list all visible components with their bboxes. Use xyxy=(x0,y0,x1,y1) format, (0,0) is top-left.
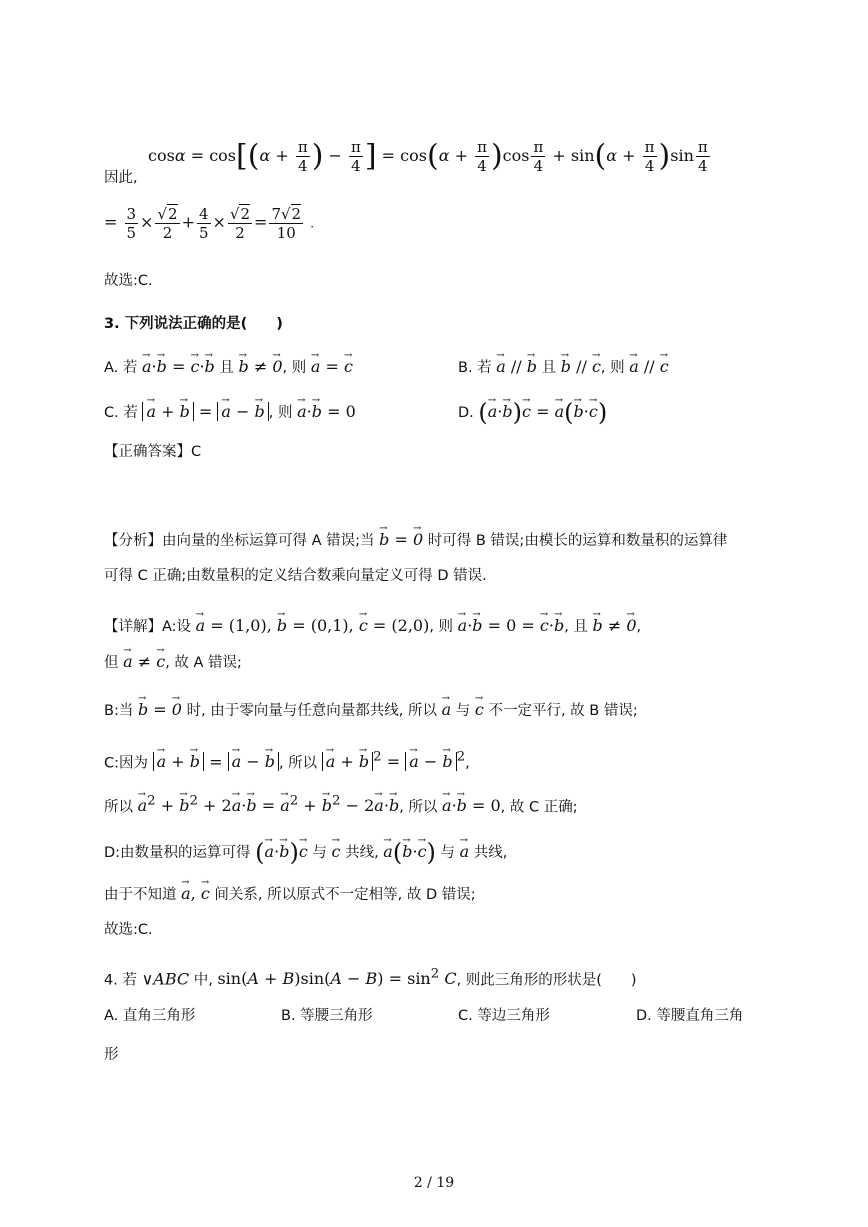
question-3-option-c: C. 若 → a + → b = → a − → b , 则 → a·→ b = 0 xyxy=(104,402,356,423)
question-4-option-b: B. 等腰三角形 xyxy=(281,1008,373,1024)
detail-a-line-2: 但 → a ≠ → c, 故 A 错误; xyxy=(104,652,242,673)
question-4-stem: 4. 若 ∨ABC 中, $\sin(A + B)\sin(A - B) = \sin^2 C$, 则此三角形的形状是( ) xyxy=(104,967,637,989)
analysis-line-2: 可得 C 正确;由数量积的定义结合数乘向量定义可得 D 错误. xyxy=(104,568,487,584)
analysis-line-1: 【分析】由向量的坐标运算可得 A 错误;当 → b = → 0 时可得 B 错误;由模长的运算和数量积的运算律 xyxy=(104,530,727,551)
question-3-answer: 【正确答案】C xyxy=(104,444,202,460)
detail-b-line: B:当 → b = → 0 时, 由于零向量与任意向量都共线, 所以 → a 与 → c 不一定平行, 故 B 错误; xyxy=(104,700,638,721)
question-3-option-b: B. 若 → a // → b 且 → b // → c, 则 → a // → c xyxy=(458,357,669,378)
question-4-option-c: C. 等边三角形 xyxy=(458,1008,550,1024)
question-3-option-a: A. 若 → a·→ b = → c·→ b 且 → b ≠ → 0, 则 → a = → c xyxy=(104,357,353,378)
detail-c-line-2: 所以 → $a^2$ + → $b^2 + 2\to a\cdot\to b$ = → $a^2$ + → $b^2 - 2\to a\cdot\to b$, 所以 → a·→ b = 0, 故 C 正确; xyxy=(104,792,578,817)
question-4-option-a: A. 直角三角形 xyxy=(104,1008,196,1024)
page-number: 2 / 19 xyxy=(413,1175,455,1191)
detail-a-line-1: 【详解】A:设 → a = (1,0), → b = (0,1), → c = (2,0), 则 → a·→ b = 0 = → c·→ b, 且 → b ≠ → 0, xyxy=(104,616,641,637)
therefore-text: 因此, xyxy=(104,170,138,186)
choice-line-2: 故选:C. xyxy=(104,273,153,289)
question-4-option-d-wrap: 形 xyxy=(104,1047,119,1063)
detail-d-line-2: 由于不知道 → a, → c 间关系, 所以原式不一定相等, 故 D 错误; xyxy=(104,884,476,905)
detail-d-line-1: D:由数量积的运算可得 (→ a·→ b)→ c 与 → c 共线, → a(→ b·→ c) 与 → a 共线, xyxy=(104,842,507,863)
choice-line-3: 故选:C. xyxy=(104,922,153,938)
equation-result: = $\frac{3}{5}$ × $\frac{√2}{2}$ + $\frac{4}{5}$ × $\frac{√2}{2}$ = $\frac{7√2}{10}$ . xyxy=(104,204,315,242)
question-4-option-d: D. 等腰直角三角 xyxy=(636,1008,744,1024)
question-3-stem: 3. 下列说法正确的是( ) xyxy=(104,316,283,332)
question-3-option-d: D. (→ a·→ b)→ c = → a(→ b·→ c) xyxy=(458,402,607,423)
equation-cos-expansion: cosα = cos[(α + $\frac{\pi}{4}$ ) − $\frac{\pi}{4}$ ] = cos(α + $\frac{\pi}{4}$ )cos $\frac{\pi}{4}$ + sin(α + $\frac{\pi}{4}$ )sin $\frac{\pi}{4}$ xyxy=(148,138,708,175)
detail-c-line-1: C:因为 → a + → b = → a − → b , 所以 → a + → b $^2$ = → a − → b $^2$, xyxy=(104,748,470,773)
